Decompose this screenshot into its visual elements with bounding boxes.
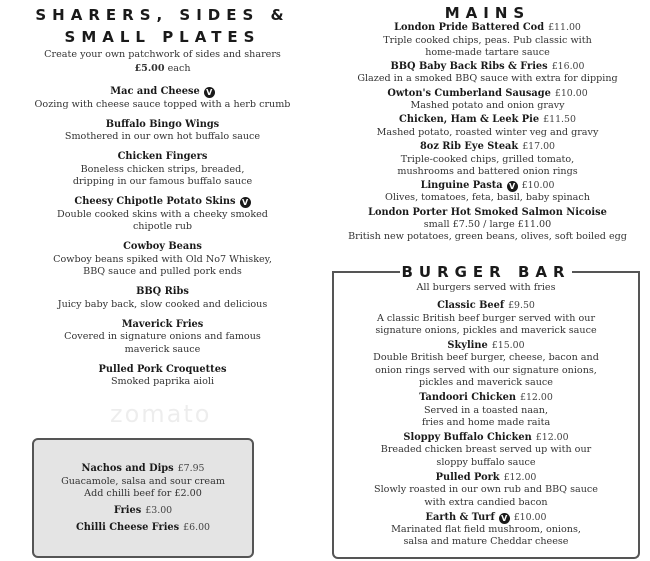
menu-list	[325, 22, 650, 244]
menu-item	[0, 196, 325, 233]
section-title-line1: SHARERS, SIDES &	[35, 6, 290, 24]
item-name: Chilli Cheese Fries	[75, 522, 180, 534]
item-price: £10.00	[554, 87, 588, 99]
menu-item	[325, 88, 650, 113]
item-description: Guacamole, salsa and sour cream	[61, 475, 225, 487]
item-name-row	[332, 512, 640, 525]
item-name-row	[325, 180, 650, 193]
item-price: £17.00	[522, 141, 556, 153]
item-price: £10.00	[521, 179, 555, 191]
item-description: Mashed potato, roasted winter veg and gravy	[376, 126, 599, 138]
item-name: Tandoori Chicken	[419, 392, 516, 404]
menu-item	[34, 505, 252, 518]
menu-item	[325, 141, 650, 178]
menu-item	[325, 61, 650, 86]
item-name: Buffalo Bingo Wings	[105, 118, 220, 130]
item-description: Marinated flat field mushroom, onions,	[391, 524, 581, 536]
menu-item	[0, 286, 325, 311]
menu-item	[0, 319, 325, 356]
item-name-row	[325, 141, 650, 154]
menu-item	[332, 300, 640, 337]
item-description: signature onions, pickles and maverick sauce	[375, 324, 597, 336]
menu-item	[325, 180, 650, 205]
item-description: salsa and mature Cheddar cheese	[403, 536, 569, 548]
section-title: MAINS	[444, 4, 531, 22]
menu-list	[0, 76, 325, 388]
item-price: £3.00	[145, 504, 173, 516]
menu-list	[34, 463, 252, 535]
menu-item	[325, 207, 650, 244]
price-bold: £5.00	[134, 63, 165, 74]
menu-item	[332, 340, 640, 389]
item-name: Cheesy Chipotle Potato Skins	[74, 196, 236, 208]
item-description: Smothered in our own hot buffalo sauce	[64, 131, 261, 143]
item-description: dripping in our famous buffalo sauce	[72, 176, 253, 188]
item-name-row	[332, 340, 640, 353]
item-name: Sloppy Buffalo Chicken	[403, 431, 532, 443]
vegetarian-icon: V	[204, 87, 215, 98]
item-description: Glazed in a smoked BBQ sauce with extra for dipping	[357, 73, 618, 85]
sides-box	[32, 438, 254, 558]
item-description: Triple-cooked chips, grilled tomato,	[400, 153, 575, 165]
sharers-section	[0, 0, 325, 388]
section-title: BURGER BAR	[401, 263, 571, 281]
burger-bar-section	[332, 281, 640, 549]
item-description: Double British beef burger, cheese, bacon and	[373, 352, 599, 364]
item-name: Fries	[113, 504, 142, 516]
item-description: home-made tartare sauce	[425, 46, 550, 58]
section-title-line2: SMALL PLATES	[64, 28, 261, 46]
item-description: sloppy buffalo sauce	[436, 456, 536, 468]
item-name: 8oz Rib Eye Steak	[419, 141, 519, 153]
vegetarian-icon: V	[507, 181, 518, 192]
item-description: mushrooms and battered onion rings	[397, 165, 578, 177]
menu-item	[332, 432, 640, 469]
item-description: Served in a toasted naan,	[423, 404, 549, 416]
item-name: Linguine Pasta	[420, 179, 503, 191]
item-price: £11.00	[548, 22, 581, 33]
item-description: Oozing with cheese sauce topped with a herb crumb	[34, 98, 291, 110]
mains-section	[325, 0, 650, 244]
menu-item	[0, 119, 325, 144]
item-name-row	[325, 114, 650, 127]
item-description: BBQ sauce and pulled pork ends	[83, 265, 242, 277]
menu-list	[332, 295, 640, 549]
item-name-row	[0, 119, 325, 132]
item-name: Pulled Pork Croquettes	[98, 363, 227, 375]
item-name-row	[34, 505, 252, 518]
item-name-row	[0, 319, 325, 332]
item-description: Double cooked skins with a cheeky smoked	[57, 208, 268, 220]
item-price: £6.00	[183, 522, 211, 534]
item-price: £9.50	[508, 300, 535, 311]
item-name: Owton's Cumberland Sausage	[387, 87, 551, 99]
menu-item	[0, 241, 325, 278]
item-description: Triple cooked chips, peas. Pub classic with	[383, 34, 592, 46]
item-description: Smoked paprika aioli	[110, 376, 215, 388]
item-name: London Porter Hot Smoked Salmon Nicoise	[368, 206, 607, 218]
item-name: Mac and Cheese	[110, 86, 200, 97]
item-name: Earth & Turf	[425, 511, 495, 523]
menu-item	[332, 512, 640, 549]
section-price	[0, 62, 325, 76]
item-name-row	[0, 241, 325, 254]
item-price: £15.00	[491, 339, 525, 351]
item-name: Skyline	[447, 339, 488, 351]
item-name: Nachos and Dips	[81, 463, 174, 474]
item-description: chipotle rub	[132, 221, 193, 233]
menu-item	[325, 114, 650, 139]
item-name-row	[0, 286, 325, 299]
price-suffix: each	[167, 63, 191, 74]
item-description: Olives, tomatoes, feta, basil, baby spinach	[385, 192, 590, 204]
item-name: Cowboy Beans	[123, 241, 202, 253]
item-description: with extra candied bacon	[424, 496, 548, 508]
item-description: Mashed potato and onion gravy	[410, 100, 565, 112]
item-name-row	[332, 300, 640, 313]
item-description: Covered in signature onions and famous	[64, 331, 261, 343]
item-name-row	[0, 86, 325, 99]
section-subtitle: Create your own patchwork of sides and sharers	[44, 49, 281, 60]
item-name-row	[0, 151, 325, 164]
watermark: zomato	[110, 400, 212, 428]
item-description: Juicy baby back, slow cooked and delicious	[57, 298, 268, 310]
item-name: London Pride Battered Cod	[394, 22, 545, 33]
item-price: £12.00	[519, 392, 553, 404]
item-price: £12.00	[503, 471, 537, 483]
item-name-row	[332, 432, 640, 445]
item-description: pickles and maverick sauce	[419, 376, 553, 388]
item-name-row	[325, 61, 650, 74]
item-description: Boneless chicken strips, breaded,	[80, 163, 245, 175]
item-name-row	[34, 522, 252, 535]
menu-item	[0, 364, 325, 389]
item-description: Add chilli beef for £2.00	[84, 487, 202, 499]
item-description: onion rings served with our signature onions,	[375, 364, 597, 376]
item-name: Classic Beef	[437, 300, 505, 311]
item-name: BBQ Ribs	[136, 286, 189, 298]
vegetarian-icon: V	[240, 197, 251, 208]
menu-item	[325, 22, 650, 59]
item-description: small £7.50 / large £11.00	[423, 219, 552, 231]
item-name-row	[0, 196, 325, 209]
item-price: £7.95	[177, 463, 205, 474]
item-price: £10.00	[513, 511, 547, 523]
item-name: Chicken Fingers	[117, 151, 208, 163]
item-description: maverick sauce	[124, 343, 201, 355]
item-description: A classic British beef burger served with our	[376, 312, 596, 324]
item-description: British new potatoes, green beans, olives, soft boiled egg	[348, 231, 627, 243]
menu-item	[34, 463, 252, 500]
item-description: Cowboy beans spiked with Old No7 Whiskey,	[53, 253, 272, 265]
section-subtitle: All burgers served with fries	[416, 282, 556, 293]
menu-item	[332, 472, 640, 509]
item-name-row	[325, 88, 650, 101]
item-description: Breaded chicken breast served up with our	[380, 444, 592, 456]
item-name-row	[332, 472, 640, 485]
item-name: Chicken, Ham & Leek Pie	[399, 114, 540, 126]
menu-item	[0, 86, 325, 111]
item-name-row	[325, 22, 650, 35]
item-name: Maverick Fries	[121, 318, 204, 330]
item-name: BBQ Baby Back Ribs & Fries	[390, 60, 548, 72]
menu-item	[332, 392, 640, 429]
item-name-row	[34, 463, 252, 476]
item-price: £16.00	[551, 60, 585, 72]
item-name-row	[332, 392, 640, 405]
item-name-row	[0, 364, 325, 377]
vegetarian-icon: V	[499, 513, 510, 524]
item-name: Pulled Pork	[435, 471, 500, 483]
item-description: fries and home made raita	[421, 416, 551, 428]
item-price: £11.50	[543, 114, 576, 126]
item-description: Slowly roasted in our own rub and BBQ sauce	[374, 484, 598, 496]
item-price: £12.00	[535, 431, 569, 443]
menu-item	[34, 522, 252, 535]
item-name-row	[325, 207, 650, 220]
menu-item	[0, 151, 325, 188]
